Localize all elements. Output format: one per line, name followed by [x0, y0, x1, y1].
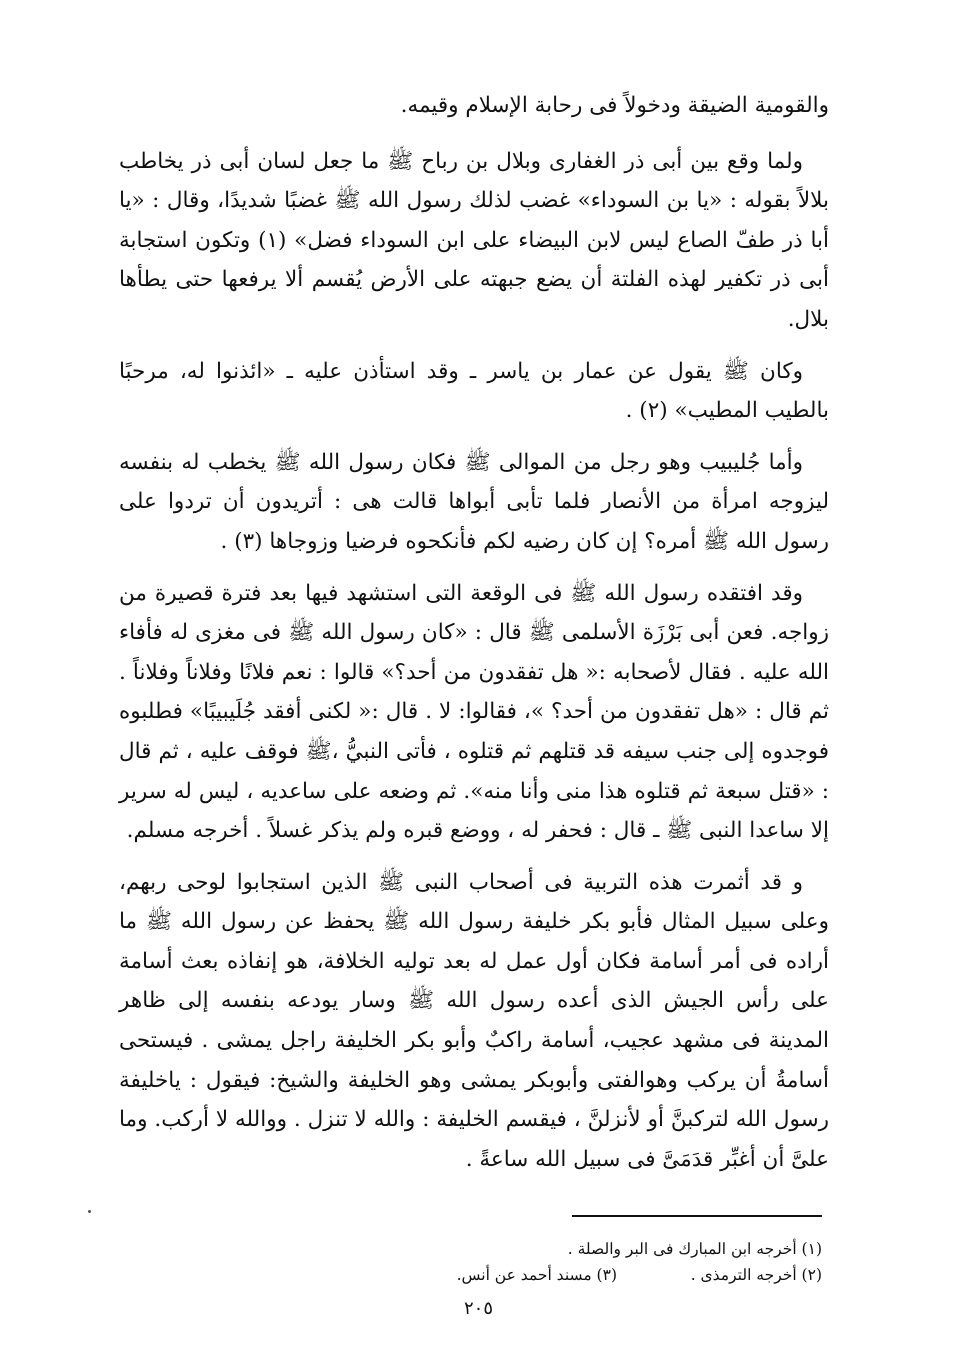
- paragraph-5: وقد افتقده رسول الله ﷺ فى الوقعة التى استشهد فيها بعد فترة قصيرة من زواجه. فعن أبى بَرْزَة الأسلمى ﷺ قال : «كان رسول الله ﷺ فى مغزى له فأفاء الله عليه . فقال لأصحابه :« هل تفقدون من أحد؟» قالوا : نعم فلانًا وفلاناً وفلاناً . ثم قال : «هل تفقدون من أحد؟ »، فقالوا: لا . قال :« لكنى أفقد جُلَيبيبًا» فطلبوه فوجدوه إلى جنب سيفه قد قتلهم ثم قتلوه ، فأتى النبيُّ ،ﷺ فوقف عليه ، ثم قال : «قتل سبعة ثم قتلوه هذا منى وأنا منه». ثم وضعه على ساعديه ، ليس له سرير إلا ساعدا النبى ﷺ ـ قال : فحفر له ، ووضع قبره ولم يذكر غسلاً . أخرجه مسلم.: [119, 580, 829, 844]
- scan-speck: [88, 1210, 91, 1213]
- paragraph-3: وكان ﷺ يقول عن عمار بن ياسر ـ وقد استأذن عليه ـ «ائذنوا له، مرحبًا بالطيب المطيب» (٢) .: [119, 358, 829, 424]
- paragraph-1: والقومية الضيقة ودخولاً فى رحابة الإسلام وقيمه.: [400, 93, 829, 118]
- paragraph-6: و قد أثمرت هذه التربية فى أصحاب النبى ﷺ الذين استجابوا لوحى ربهم، وعلى سبيل المثال فأبو بكر خليفة رسول الله ﷺ يحفظ عن رسول الله ﷺ ما أراده فى أمر أسامة فكان أول عمل له بعد توليه الخلافة، هو إنفاذه بعث أسامة على رأس الجيش الذى أعده رسول الله ﷺ وسار يودعه بنفسه إلى ظاهر المدينة فى مشهد عجيب، أسامة راكبٌ وأبو بكر الخليفة راجل يمشى . فيستحى أسامةُ أن يركب وهوالفتى وأبوبكر يمشى وهو الخليفة والشيخ: فيقول : ياخليفة رسول الله لتركبنَّ أو لأنزلنَّ ، فيقسم الخليفة : والله لا تنزل . ووالله لا أركب. وما علىَّ أن أغبِّر قدَمَىَّ فى سبيل الله ساعةً .: [119, 869, 829, 1172]
- main-text: [119, 86, 829, 1191]
- footnote-divider: [572, 1215, 822, 1217]
- footnotes: [222, 1236, 822, 1296]
- paragraph-4: وأما جُليبيب وهو رجل من الموالى ﷺ فكان رسول الله ﷺ يخطب له بنفسه ليزوجه امرأة من الأنصار فلما تأبى أبواها قالت هى : أتريدون أن تردوا على رسول الله ﷺ أمره؟ إن كان رضيه لكم فأنكحوه فرضيا وزوجاها (٣) .: [119, 449, 829, 554]
- page-number: ٢٠٥: [463, 1298, 493, 1319]
- footnote-1: (١) أخرجه ابن المبارك فى البر والصلة .: [567, 1240, 822, 1258]
- footnote-2: (٢) أخرجه الترمذى .: [690, 1266, 822, 1284]
- footnote-3: (٣) مسند أحمد عن أنس.: [456, 1266, 617, 1284]
- paragraph-2: ولما وقع بين أبى ذر الغفارى وبلال بن رباح ﷺ ما جعل لسان أبى ذر يخاطب بلالاً بقوله : «يا بن السوداء» غضب لذلك رسول الله ﷺ غضبًا شديدًا، وقال : «يا أبا ذر طفّ الصاع ليس لابن البيضاء على ابن السوداء فضل» (١) وتكون استجابة أبى ذر تكفير لهذه الفلتة أن يضع جبهته على الأرض يُقسم ألا يرفعها حتى يطأها بلال.: [119, 148, 830, 332]
